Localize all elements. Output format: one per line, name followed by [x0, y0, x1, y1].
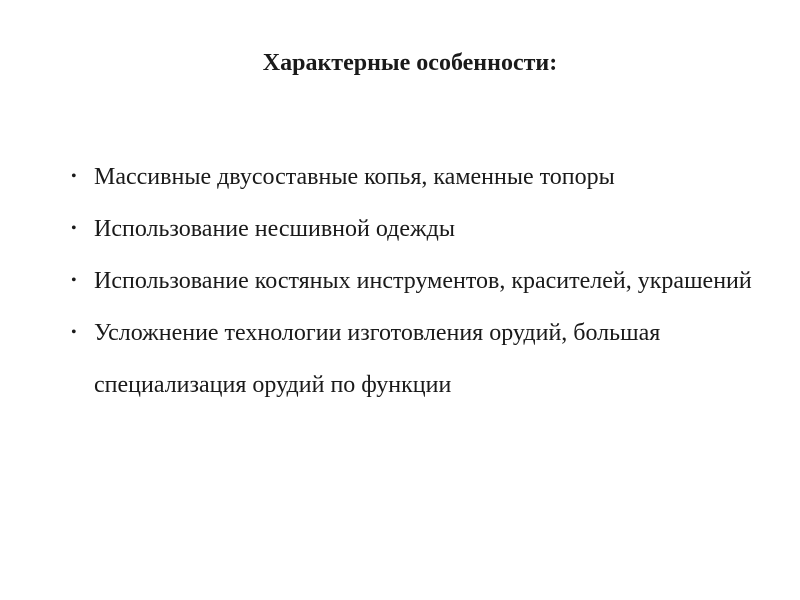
bullet-text: Использование костяных инструментов, красителей, украшений — [94, 268, 752, 294]
bullet-list — [70, 151, 770, 411]
list-item — [70, 255, 770, 307]
list-item — [70, 203, 770, 255]
slide-title: Характерные особенности: — [262, 50, 558, 76]
bullet-text: Массивные двусоставные копья, каменные топоры — [94, 164, 615, 190]
bullet-text: Использование несшивной одежды — [94, 216, 455, 242]
bullet-icon: • — [71, 272, 77, 289]
list-item — [70, 151, 770, 203]
list-item — [70, 307, 770, 411]
bullet-icon: • — [71, 168, 77, 185]
bullet-text: Усложнение технологии изготовления орудий, большая специализация орудий по функции — [94, 320, 661, 398]
bullet-icon: • — [71, 220, 77, 237]
bullet-icon: • — [71, 324, 77, 341]
